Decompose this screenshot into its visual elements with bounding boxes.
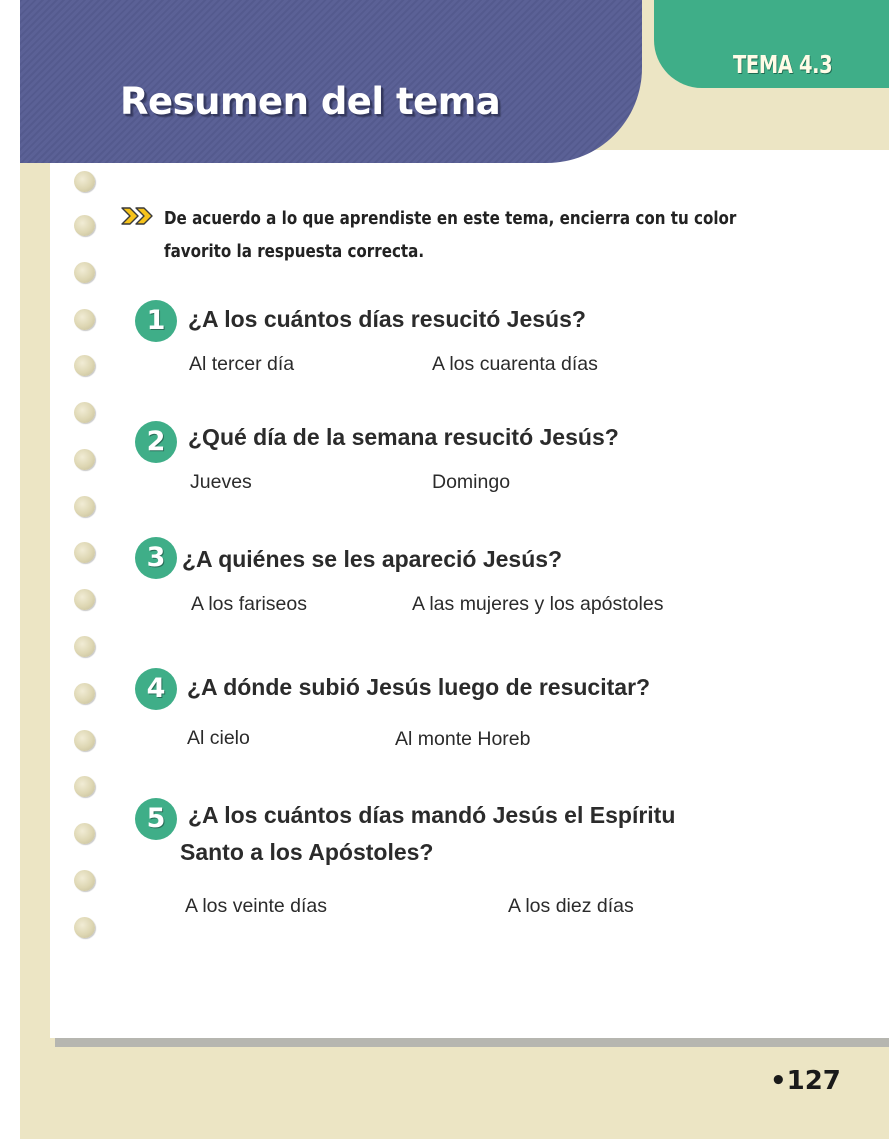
question-number-badge: 4 xyxy=(135,668,177,710)
binding-ring xyxy=(74,589,95,610)
binding-ring xyxy=(74,870,95,891)
question-5-option-b[interactable]: A los diez días xyxy=(508,895,634,917)
page-number: •127 xyxy=(770,1066,841,1096)
question-5-text: ¿A los cuántos días mandó Jesús el Espíritu Santo a los Apóstoles? xyxy=(180,802,676,865)
question-1-option-a[interactable]: Al tercer día xyxy=(189,353,295,375)
binding-ring xyxy=(74,449,95,470)
question-3-text: ¿A quiénes se les apareció Jesús? xyxy=(182,546,563,572)
page-title: Resumen del tema xyxy=(120,80,501,123)
tema-tab xyxy=(654,0,889,88)
question-1-option-b[interactable]: A los cuarenta días xyxy=(432,353,598,375)
binding-ring xyxy=(74,636,95,657)
question-2-option-b[interactable]: Domingo xyxy=(432,471,511,493)
question-3-option-b[interactable]: A las mujeres y los apóstoles xyxy=(412,593,664,615)
question-4-option-b[interactable]: Al monte Horeb xyxy=(395,728,531,750)
double-chevron-right-icon xyxy=(120,205,158,227)
instruction-text: De acuerdo a lo que aprendiste en este tema, encierra con tu color favorito la respuesta correcta. xyxy=(164,208,737,262)
question-3-option-a[interactable]: A los fariseos xyxy=(191,593,307,615)
binding-ring xyxy=(74,823,95,844)
page-left-margin xyxy=(0,0,20,1139)
binding-ring xyxy=(74,542,95,563)
question-4-text: ¿A dónde subió Jesús luego de resucitar? xyxy=(187,674,651,700)
question-2-text: ¿Qué día de la semana resucitó Jesús? xyxy=(188,424,619,450)
question-2-option-a[interactable]: Jueves xyxy=(190,471,252,493)
question-number-badge: 5 xyxy=(135,798,177,840)
question-number-badge: 1 xyxy=(135,300,177,342)
binding-ring xyxy=(74,683,95,704)
question-5-option-a[interactable]: A los veinte días xyxy=(185,895,328,917)
question-4-option-a[interactable]: Al cielo xyxy=(187,727,250,749)
question-number-badge: 3 xyxy=(135,537,177,579)
binding-ring xyxy=(74,917,95,938)
binding-ring xyxy=(74,402,95,423)
question-number-badge: 2 xyxy=(135,421,177,463)
question-1-text: ¿A los cuántos días resucitó Jesús? xyxy=(188,306,586,332)
binding-ring xyxy=(74,776,95,797)
binding-ring xyxy=(74,171,95,192)
binding-ring xyxy=(74,262,95,283)
binding-ring xyxy=(74,355,95,376)
binding-ring xyxy=(74,496,95,517)
binding-ring xyxy=(74,730,95,751)
binding-ring xyxy=(74,309,95,330)
tema-label: TEMA 4.3 xyxy=(732,50,832,79)
binding-ring xyxy=(74,215,95,236)
